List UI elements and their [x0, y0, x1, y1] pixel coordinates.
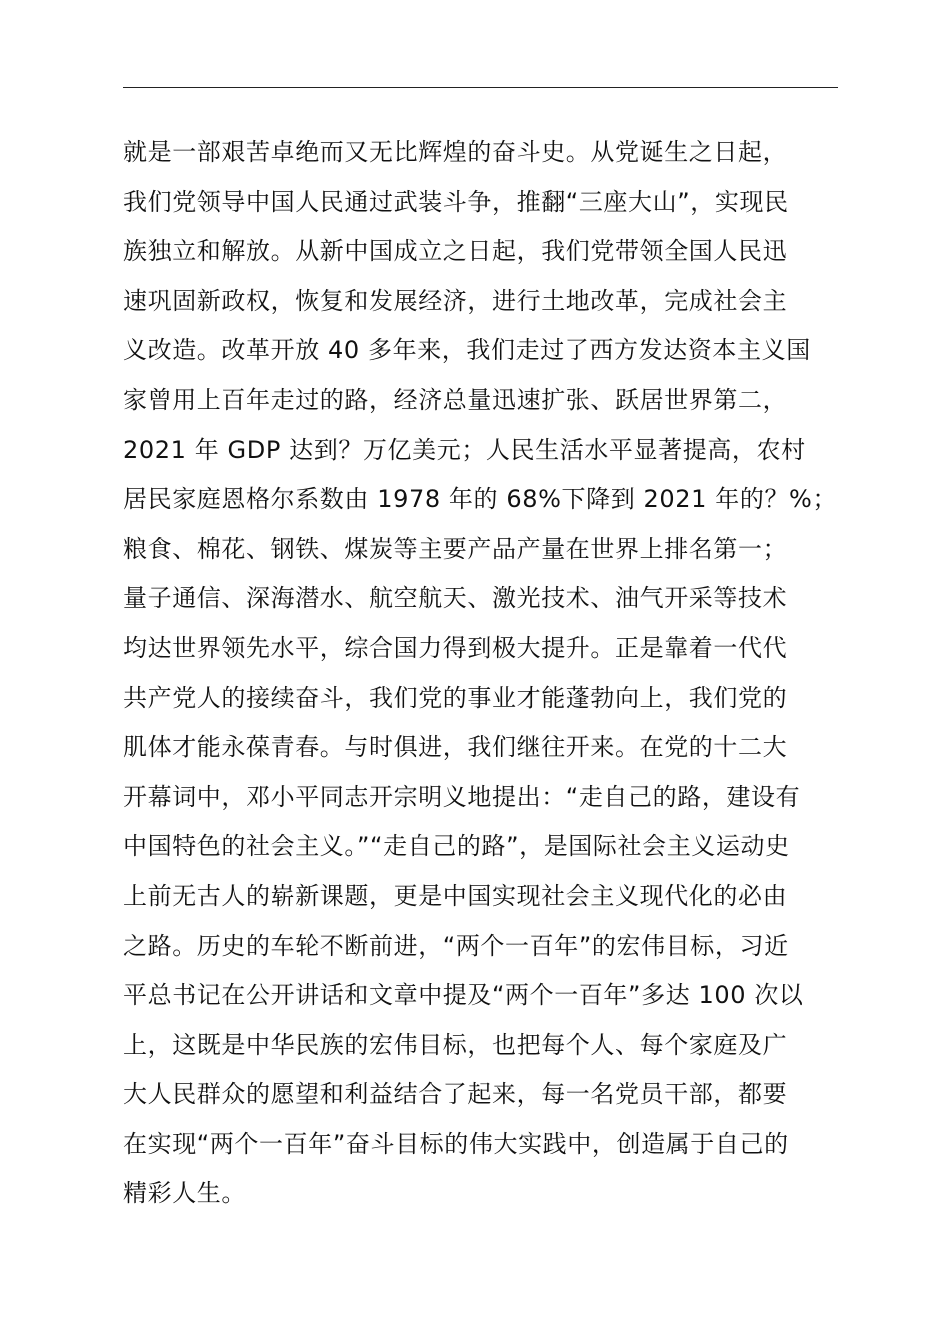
text-line: 我们党领导中国人民通过武装斗争，推翻“三座大山”，实现民	[123, 187, 789, 216]
text-line: 2021 年 GDP 达到？万亿美元；人民生活水平显著提高，农村	[123, 435, 806, 464]
text-line: 肌体才能永葆青春。与时俱进，我们继往开来。在党的十二大	[123, 733, 788, 762]
text-line: 中国特色的社会主义。”“走自己的路”，是国际社会主义运动史	[123, 832, 790, 861]
text-line: 上前无古人的崭新课题，更是中国实现社会主义现代化的必由	[123, 881, 788, 910]
text-line: 大人民群众的愿望和利益结合了起来，每一名党员干部，都要	[123, 1080, 788, 1109]
text-line: 家曾用上百年走过的路，经济总量迅速扩张、跃居世界第二，	[123, 385, 788, 414]
text-line: 就是一部艰苦卓绝而又无比辉煌的奋斗史。从党诞生之日起，	[123, 138, 788, 166]
text-line: 速巩固新政权，恢复和发展经济，进行土地改革，完成社会主	[123, 286, 788, 315]
text-line: 共产党人的接续奋斗，我们党的事业才能蓬勃向上，我们党的	[123, 683, 788, 712]
text-line: 族独立和解放。从新中国成立之日起，我们党带领全国人民迅	[123, 237, 788, 266]
text-line: 粮食、棉花、钢铁、煤炭等主要产品产量在世界上排名第一；	[123, 534, 788, 563]
text-line: 义改造。改革开放 40 多年来，我们走过了西方发达资本主义国	[123, 336, 811, 365]
text-line: 在实现“两个一百年”奋斗目标的伟大实践中，创造属于自己的	[123, 1129, 789, 1158]
text-line: 精彩人生。	[123, 1179, 246, 1208]
text-line: 开幕词中，邓小平同志开宗明义地提出：“走自己的路，建设有	[123, 782, 801, 811]
text-line: 均达世界领先水平，综合国力得到极大提升。正是靠着一代代	[123, 633, 788, 662]
body-paragraph	[123, 128, 883, 1219]
text-line: 量子通信、深海潜水、航空航天、激光技术、油气开采等技术	[123, 584, 788, 613]
text-line: 平总书记在公开讲话和文章中提及“两个一百年”多达 100 次以	[123, 981, 804, 1010]
header-rule	[123, 87, 838, 88]
text-line: 上，这既是中华民族的宏伟目标，也把每个人、每个家庭及广	[123, 1030, 788, 1059]
text-line: 之路。历史的车轮不断前进，“两个一百年”的宏伟目标，习近	[123, 931, 789, 960]
text-line: 居民家庭恩格尔系数由 1978 年的 68%下降到 2021 年的？%；	[123, 485, 838, 514]
